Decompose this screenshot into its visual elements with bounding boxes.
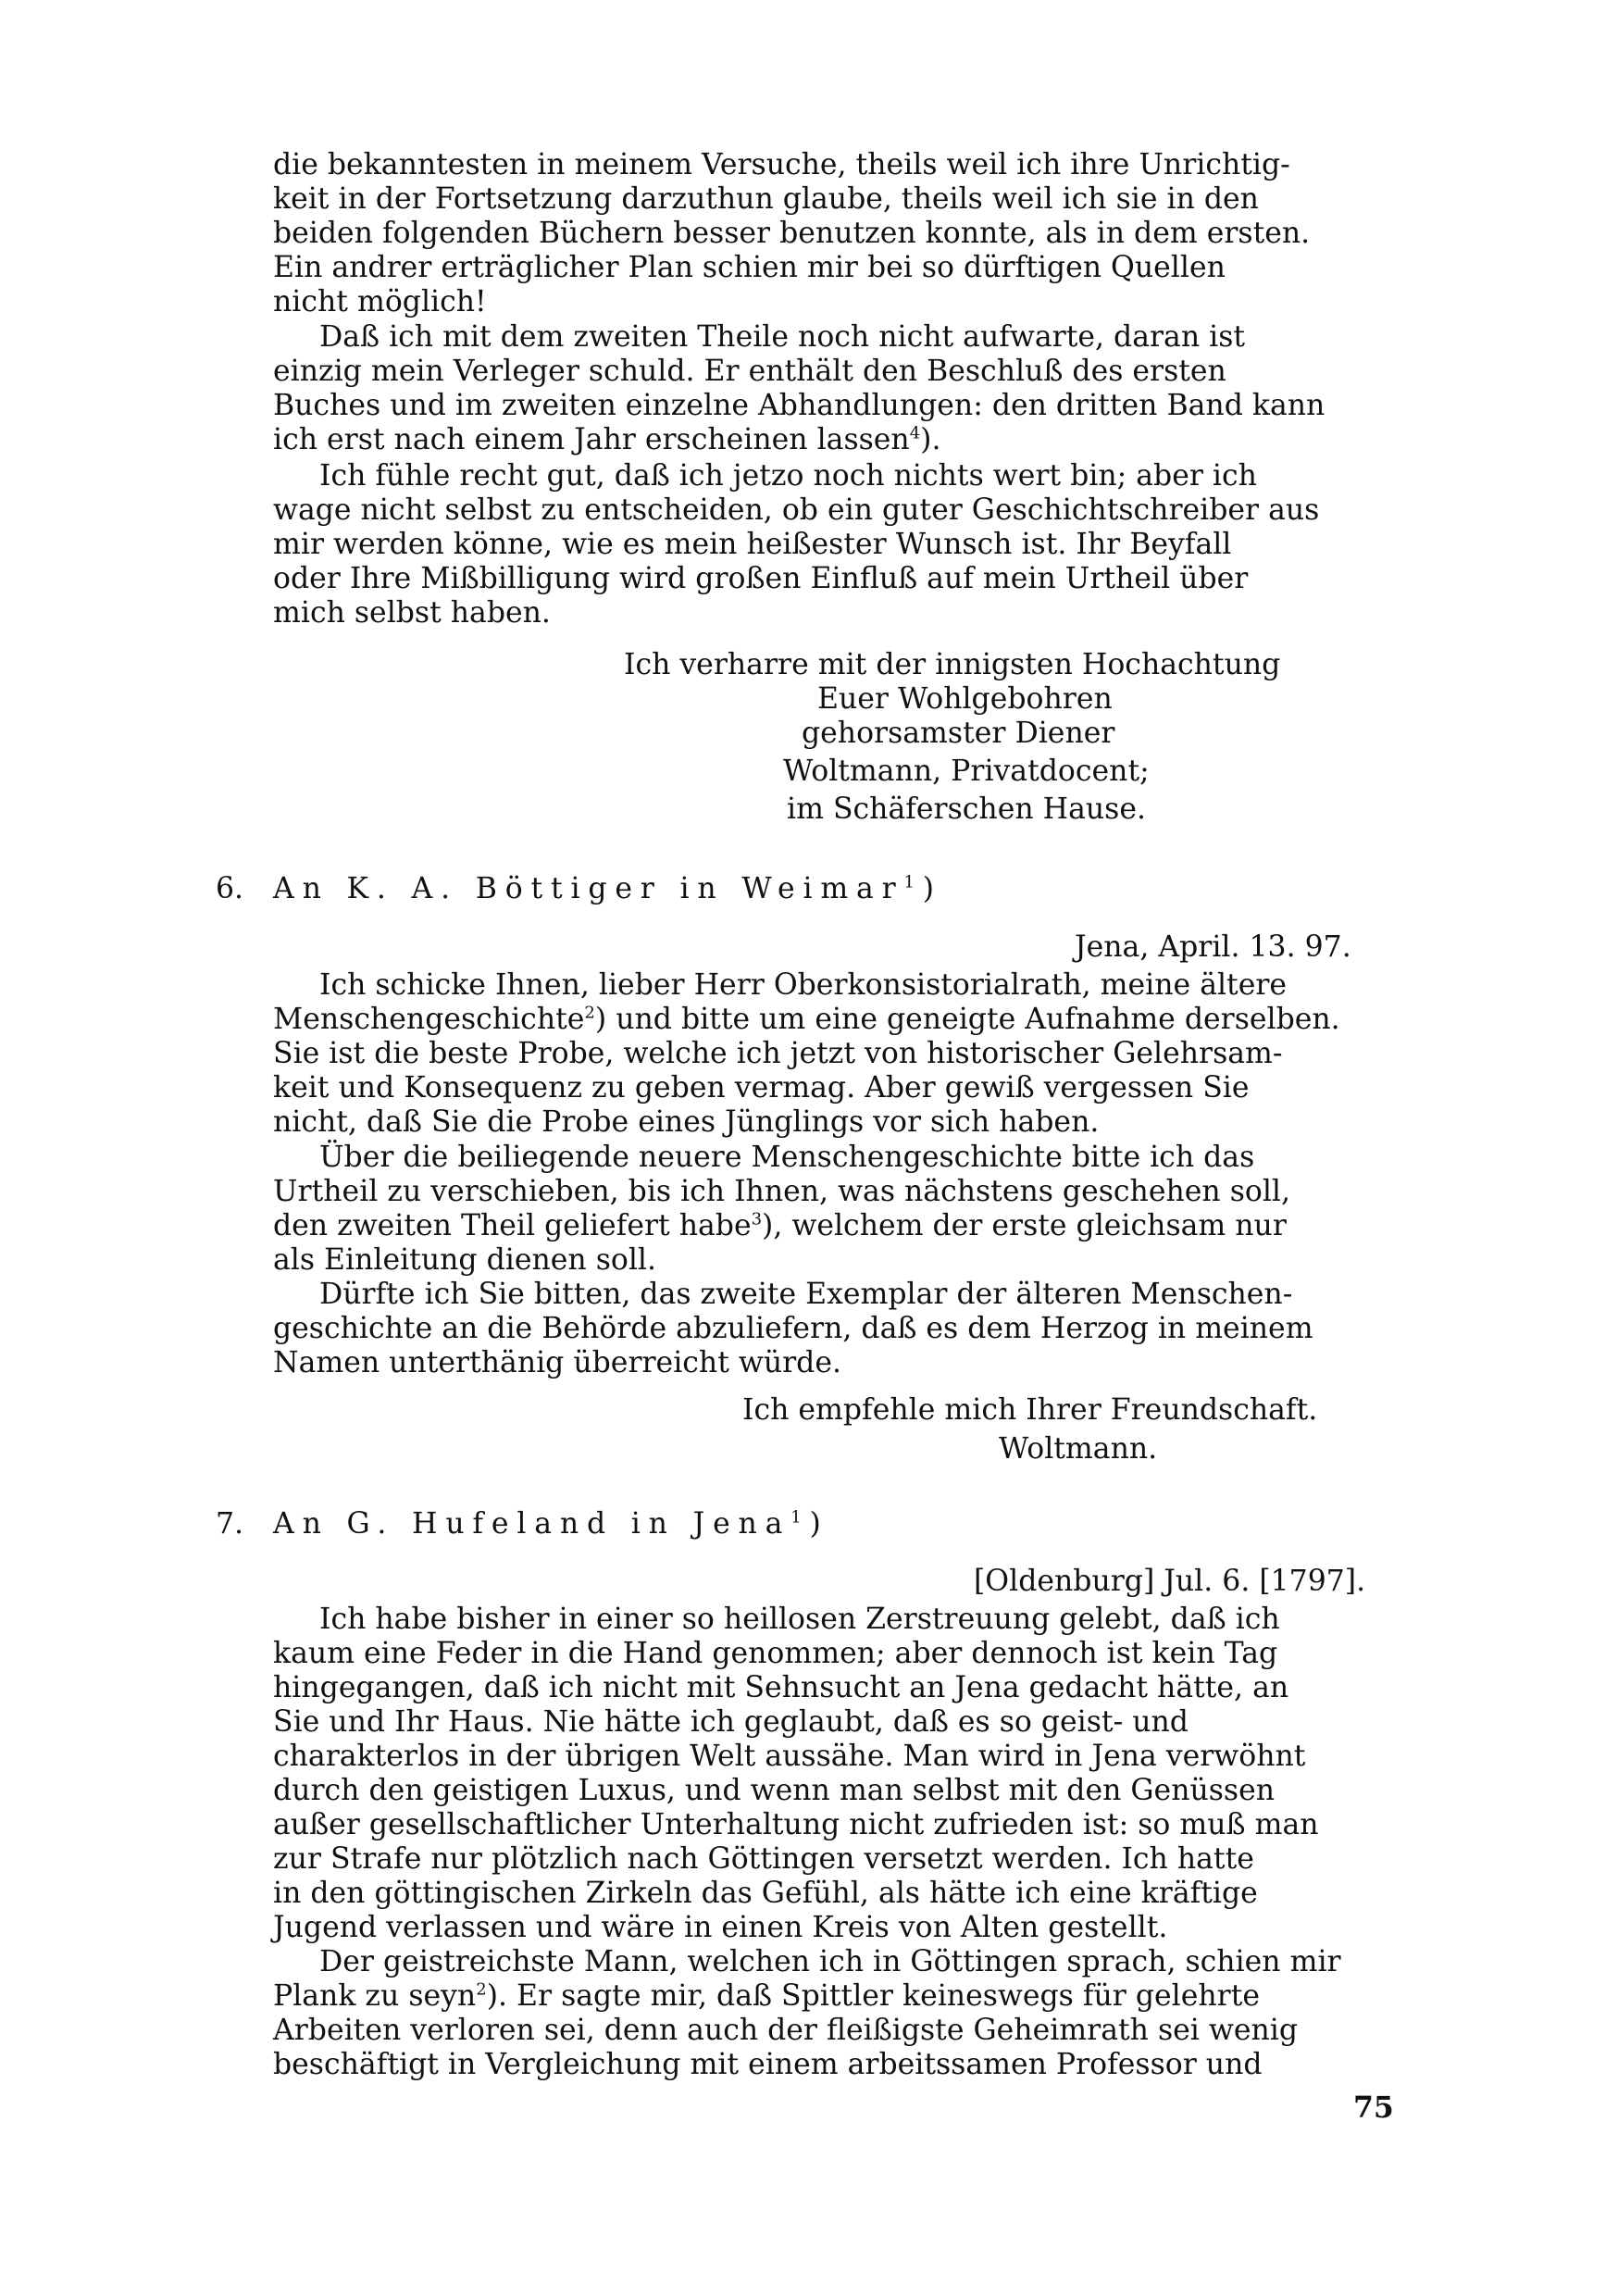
letter-number: 7. <box>216 1507 244 1541</box>
letter-7-paragraph-1 <box>273 1603 1393 1945</box>
text-line: nicht möglich! <box>273 285 487 318</box>
text-line: Menschengeschichte$^2$) und bitte um eine geneigte Aufnahme derselben. <box>273 1003 1340 1036</box>
text-line: Sie und Ihr Haus. Nie hätte ich geglaubt, daß es so geist- und <box>273 1705 1189 1739</box>
text-fragment: Menschengeschichte <box>273 1003 585 1036</box>
letter-7-date: [Oldenburg] Jul. 6. [1797]. <box>974 1565 1366 1598</box>
letter-6-heading: 6. An K. A. Böttiger in Weimar$^1$) <box>216 872 942 905</box>
footnote-marker: 2 <box>476 1979 487 2000</box>
footnote-marker: 3 <box>751 1209 763 1229</box>
text-line: hingegangen, daß ich nicht mit Sehnsucht an Jena gedacht hätte, an <box>273 1671 1289 1704</box>
text-line: die bekanntesten in meinem Versuche, theils weil ich ihre Unrichtig- <box>273 148 1290 181</box>
text-line: beiden folgenden Büchern besser benutzen konnte, als in dem ersten. <box>273 217 1311 250</box>
text-line: einzig mein Verleger schuld. Er enthält den Beschluß des ersten <box>273 355 1226 388</box>
text-line: Sie ist die beste Probe, welche ich jetzt von historischer Gelehrsam- <box>273 1037 1283 1070</box>
text-line: als Einleitung dienen soll. <box>273 1243 656 1277</box>
intro-paragraph-1 <box>273 148 1393 319</box>
text-line: in den göttingischen Zirkeln das Gefühl, als hätte ich eine kräftige <box>273 1877 1258 1910</box>
text-line: Der geistreichste Mann, welchen ich in Göttingen sprach, schien mir <box>319 1945 1341 1978</box>
text-fragment: ich erst nach einem Jahr erscheinen lassen <box>273 423 910 456</box>
letter-6-paragraph-2 <box>273 1141 1393 1278</box>
letter-7-paragraph-2 <box>273 1945 1393 2082</box>
text-line: durch den geistigen Luxus, und wenn man selbst mit den Genüssen <box>273 1774 1276 1807</box>
text-line: Jugend verlassen und wäre in einen Kreis von Alten gestellt. <box>273 1911 1168 1944</box>
footnote-marker: 2 <box>584 1003 595 1023</box>
text-fragment: Plank zu seyn <box>273 1979 477 2013</box>
text-line: Daß ich mit dem zweiten Theile noch nicht aufwarte, daran ist <box>319 320 1246 354</box>
text-line: Ich fühle recht gut, daß ich jetzo noch nichts wert bin; aber ich <box>319 459 1257 493</box>
text-fragment: den zweiten Theil geliefert habe <box>273 1209 752 1242</box>
closing-signature: Woltmann, Privatdocent; <box>783 755 1150 788</box>
footnote-marker: 1 <box>790 1507 810 1528</box>
text-line: Über die beiliegende neuere Menschengeschichte bitte ich das <box>319 1141 1255 1174</box>
text-line: geschichte an die Behörde abzuliefern, daß es dem Herzog in meinem <box>273 1312 1313 1345</box>
text-line: Ich habe bisher in einer so heillosen Zerstreuung gelebt, daß ich <box>319 1603 1280 1636</box>
closing-line: Euer Wohlgebohren <box>817 682 1113 716</box>
text-line: zur Strafe nur plötzlich nach Göttingen versetzt werden. Ich hatte <box>273 1842 1254 1876</box>
letter-6-date: Jena, April. 13. 97. <box>1075 930 1351 964</box>
text-line: kaum eine Feder in die Hand genommen; aber dennoch ist kein Tag <box>273 1637 1278 1670</box>
text-line: mich selbst haben. <box>273 596 551 630</box>
footnote-marker: 1 <box>903 872 923 892</box>
text-line <box>273 1979 1393 2014</box>
text-line: Ein andrer erträglicher Plan schien mir bei so dürftigen Quellen <box>273 251 1226 284</box>
letter-6-closing: Ich empfehle mich Ihrer Freundschaft. <box>742 1393 1318 1427</box>
text-line: außer gesellschaftlicher Unterhaltung nicht zufrieden ist: so muß man <box>273 1808 1319 1841</box>
closing-line: gehorsamster Diener <box>802 717 1115 750</box>
letter-recipient: An K. A. Böttiger in Weimar <box>273 872 904 905</box>
text-line: keit in der Fortsetzung darzuthun glaube, theils weil ich sie in den <box>273 182 1259 216</box>
text-line: mir werden könne, wie es mein heißester Wunsch ist. Ihr Beyfall <box>273 528 1232 561</box>
letter-number: 6. <box>216 872 244 905</box>
text-line: den zweiten Theil geliefert habe$^3$), welchem der erste gleichsam nur <box>273 1209 1287 1242</box>
text-fragment: ). Er sagte mir, daß Spittler keineswegs für gelehrte <box>486 1979 1261 2013</box>
text-fragment: und bitte um eine geneigte Aufnahme derselben. <box>616 1003 1340 1036</box>
page-number: 75 <box>1353 2090 1394 2125</box>
closing-line: Ich verharre mit der innigsten Hochachtung <box>624 648 1281 681</box>
text-line: nicht, daß Sie die Probe eines Jünglings vor sich haben. <box>273 1105 1100 1139</box>
letter-6-paragraph-3 <box>273 1278 1393 1380</box>
footnote-marker: 4 <box>909 423 921 443</box>
intro-paragraph-3 <box>273 459 1393 630</box>
intro-paragraph-2 <box>273 320 1393 457</box>
letter-6-signature: Woltmann. <box>999 1432 1158 1466</box>
letter-7-heading: 7. An G. Hufeland in Jena$^1$) <box>216 1507 829 1541</box>
text-line <box>273 423 1393 457</box>
text-line: beschäftigt in Vergleichung mit einem arbeitssamen Professor und <box>273 2048 1263 2081</box>
text-line: charakterlos in der übrigen Welt aussähe. Man wird in Jena verwöhnt <box>273 1740 1306 1773</box>
text-line: Namen unterthänig überreicht würde. <box>273 1346 842 1379</box>
text-line: Buches und im zweiten einzelne Abhandlungen: den dritten Band kann <box>273 389 1326 422</box>
text-line: keit und Konsequenz zu geben vermag. Aber gewiß vergessen Sie <box>273 1071 1250 1104</box>
text-fragment: , welchem der erste gleichsam nur <box>773 1209 1287 1242</box>
text-fragment: ). <box>920 423 941 456</box>
text-line: Arbeiten verloren sei, denn auch der fleißigste Geheimrath sei wenig <box>273 2014 1298 2047</box>
text-line: Dürfte ich Sie bitten, das zweite Exemplar der älteren Menschen- <box>319 1278 1293 1311</box>
text-line: wage nicht selbst zu entscheiden, ob ein guter Geschichtschreiber aus <box>273 493 1320 527</box>
text-line: Urtheil zu verschieben, bis ich Ihnen, was nächstens geschehen soll, <box>273 1175 1290 1208</box>
text-line: oder Ihre Mißbilligung wird großen Einfluß auf mein Urtheil über <box>273 562 1249 595</box>
letter-6-paragraph-1 <box>273 968 1393 1140</box>
letter-recipient: An G. Hufeland in Jena <box>273 1507 791 1541</box>
closing-line: im Schäferschen Hause. <box>787 792 1146 826</box>
text-line: Ich schicke Ihnen, lieber Herr Oberkonsistorialrath, meine ältere <box>319 968 1288 1002</box>
